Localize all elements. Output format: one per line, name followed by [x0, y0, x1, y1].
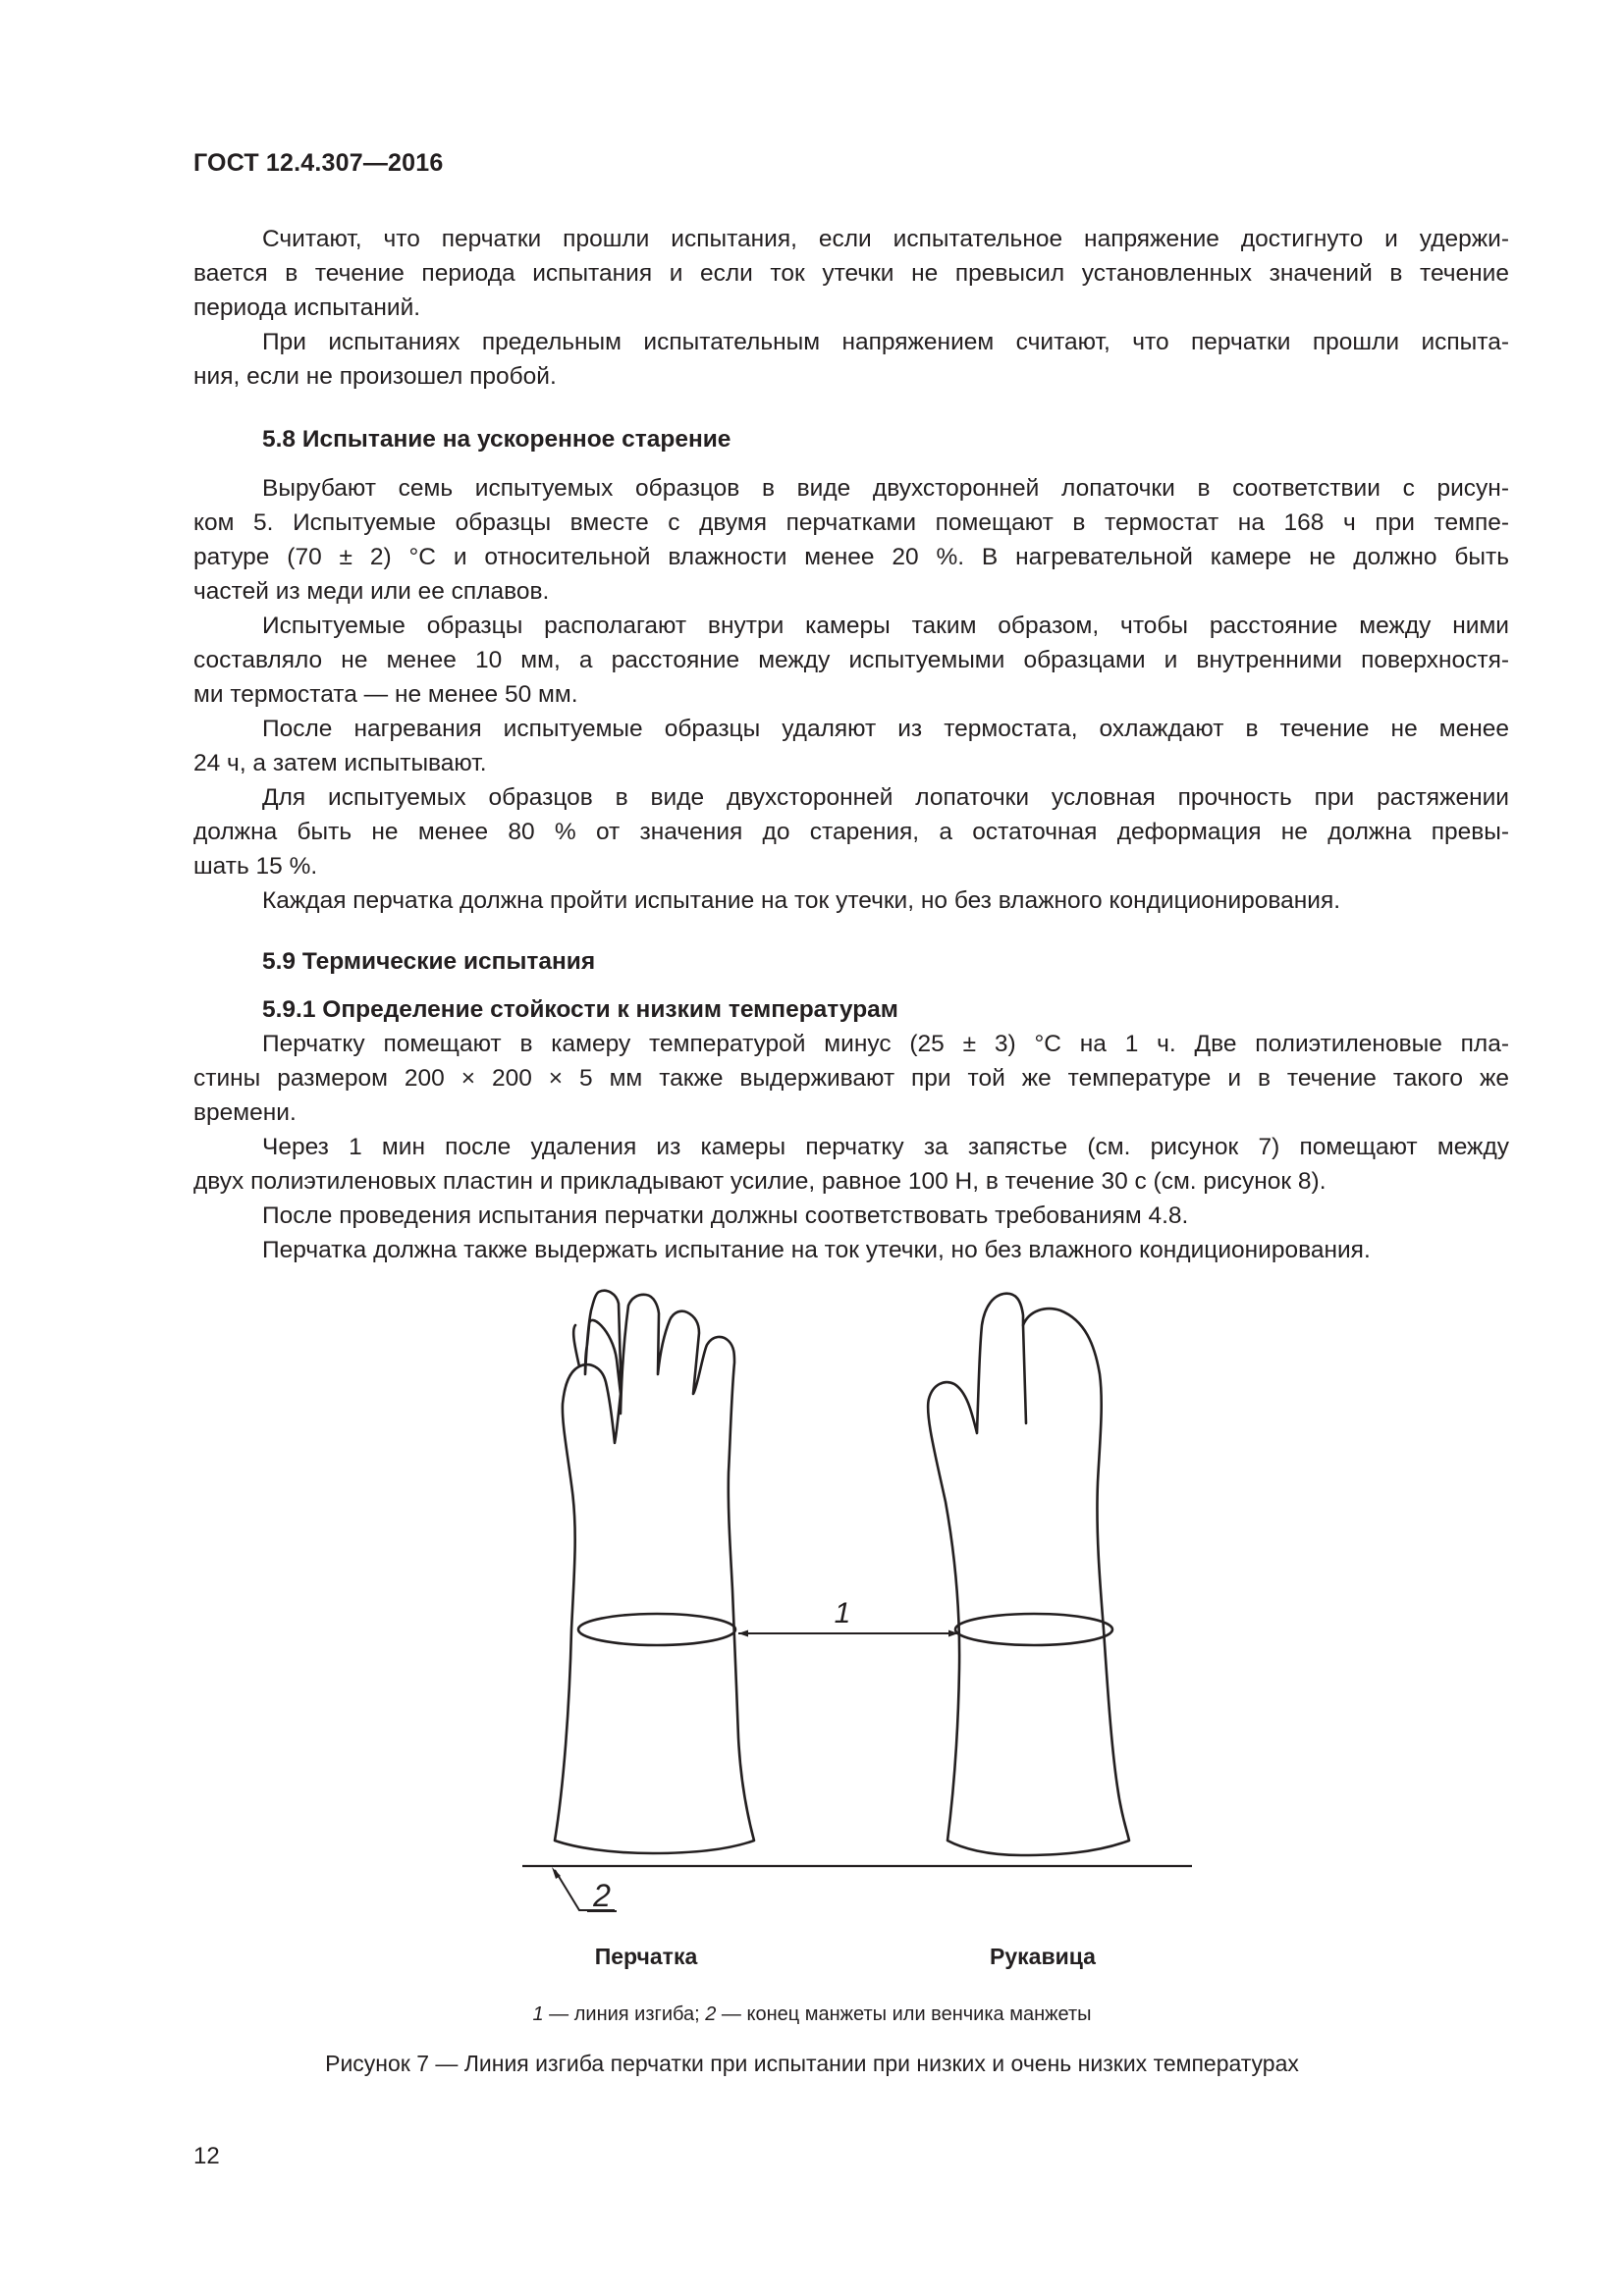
text-line: ком 5. Испытуемые образцы вместе с двумя перчатками помещают в термостат на 168 ч при темпе- — [193, 509, 1509, 536]
mitten-outline — [928, 1294, 1129, 1855]
label-glove: Перчатка — [594, 1944, 698, 1969]
text-line: 24 ч, а затем испытывают. — [193, 750, 487, 776]
text-line: Испытуемые образцы располагают внутри камеры таким образом, чтобы расстояние между ними — [262, 613, 1509, 639]
document-header: ГОСТ 12.4.307—2016 — [193, 149, 444, 177]
text-line: составляло не менее 10 мм, а расстояние между испытуемыми образцами и внутренними поверхностя- — [193, 647, 1509, 673]
text-line: шать 15 %. — [193, 853, 318, 880]
glove-outline — [555, 1291, 754, 1853]
text-line: Считают, что перчатки прошли испытания, если испытательное напряжение достигнуто и удержи- — [262, 226, 1509, 252]
text-line: Перчатка должна также выдержать испытание на ток утечки, но без влажного кондиционирования. — [262, 1237, 1371, 1263]
legend-num-2: 2 — [705, 2003, 717, 2025]
text-line: частей из меди или ее сплавов. — [193, 578, 550, 605]
callout-2: 2 — [593, 1878, 611, 1913]
text-line: вается в течение периода испытания и если ток утечки не превысил установленных значений в течение — [193, 260, 1509, 287]
section-heading: 5.8 Испытание на ускоренное старение — [262, 426, 731, 453]
figure-caption: Рисунок 7 — Линия изгиба перчатки при испытании при низких и очень низких температурах — [325, 2051, 1299, 2076]
text-line: После нагревания испытуемые образцы удаляют из термостата, охлаждают в течение не менее — [262, 716, 1509, 742]
text-line: времени. — [193, 1099, 297, 1126]
text-line: При испытаниях предельным испытательным напряжением считают, что перчатки прошли испыта- — [262, 329, 1509, 355]
text-line: должна быть не менее 80 % от значения до старения, а остаточная деформация не должна превы- — [193, 819, 1509, 845]
text-line: Вырубают семь испытуемых образцов в виде двухсторонней лопаточки в соответствии с рисун- — [262, 475, 1509, 502]
text-line: Через 1 мин после удаления из камеры перчатку за запястье (см. рисунок 7) помещают между — [262, 1134, 1509, 1160]
text-line: периода испытаний. — [193, 294, 421, 321]
callout-1: 1 — [834, 1597, 851, 1629]
legend-num-1: 1 — [532, 2003, 544, 2025]
text-line: стины размером 200 × 200 × 5 мм также выдерживают при той же температуре и в течение такого же — [193, 1065, 1509, 1092]
bend-line-left — [578, 1614, 735, 1645]
text-line: ми термостата — не менее 50 мм. — [193, 681, 578, 708]
legend-text-1: — линия изгиба; — [543, 2003, 706, 2025]
text-line: Для испытуемых образцов в виде двухсторонней лопаточки условная прочность при растяжении — [262, 784, 1509, 811]
subsection-heading: 5.9.1 Определение стойкости к низким температурам — [262, 996, 898, 1023]
text-line: После проведения испытания перчатки должны соответствовать требованиям 4.8. — [262, 1202, 1189, 1229]
figure-legend — [0, 2003, 1624, 2026]
text-line: Перчатку помещают в камеру температурой минус (25 ± 3) °С на 1 ч. Две полиэтиленовые пла- — [262, 1031, 1509, 1057]
text-line: Каждая перчатка должна пройти испытание на ток утечки, но без влажного кондиционирования. — [262, 887, 1341, 914]
text-line: двух полиэтиленовых пластин и прикладывают усилие, равное 100 Н, в течение 30 с (см. рисунок 8). — [193, 1168, 1326, 1195]
page-number: 12 — [193, 2143, 220, 2169]
section-heading: 5.9 Термические испытания — [262, 948, 596, 975]
text-line: ния, если не произошел пробой. — [193, 363, 557, 390]
label-mitten: Рукавица — [990, 1944, 1096, 1969]
legend-text-2: — конец манжеты или венчика манжеты — [716, 2003, 1092, 2025]
text-line: ратуре (70 ± 2) °С и относительной влажности менее 20 %. В нагревательной камере не должно быть — [193, 544, 1509, 570]
bend-line-right — [955, 1614, 1112, 1645]
